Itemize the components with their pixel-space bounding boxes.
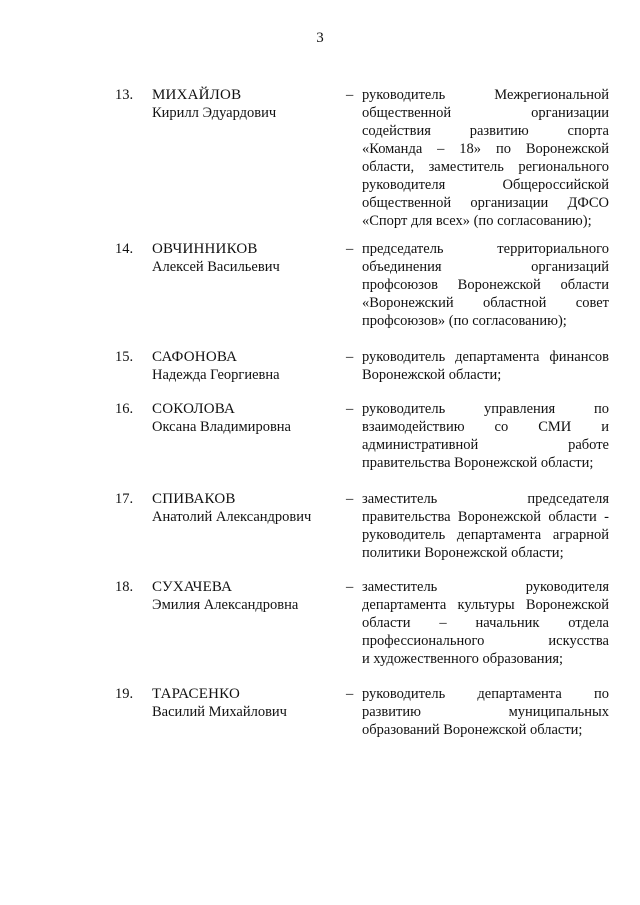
position-line: взаимодействию со СМИ и: [362, 419, 609, 435]
position-line: руководитель управления по: [362, 401, 609, 417]
member-given-names: Анатолий Александрович: [152, 509, 312, 525]
position-line: «Воронежский областной совет: [362, 295, 609, 311]
member-surname: СПИВАКОВ: [152, 491, 236, 507]
entry-number: 15.: [115, 349, 134, 365]
entry-number: 16.: [115, 401, 134, 417]
position-line: «Спорт для всех» (по согласованию);: [362, 213, 592, 229]
position-line: руководитель департамента финансов: [362, 349, 609, 365]
member-surname: СОКОЛОВА: [152, 401, 236, 417]
entry-dash: –: [346, 87, 354, 103]
position-line: руководителя Общероссийской: [362, 177, 609, 193]
member-position: [362, 86, 609, 230]
member-position: [362, 240, 609, 330]
member-surname: СУХАЧЕВА: [152, 579, 233, 595]
entry-number: 18.: [115, 579, 134, 595]
position-line: «Команда – 18» по Воронежской: [362, 141, 609, 157]
entry-dash: –: [346, 349, 354, 365]
entry-dash: –: [346, 241, 354, 257]
entry-number: 14.: [115, 241, 134, 257]
page-number: 3: [316, 30, 324, 46]
position-line: руководитель департамента по: [362, 686, 609, 702]
position-line: председатель территориального: [362, 241, 609, 257]
position-line: административной работе: [362, 437, 609, 453]
entry-number: 19.: [115, 686, 134, 702]
member-name: [152, 685, 342, 721]
member-name: [152, 578, 342, 614]
member-surname: САФОНОВА: [152, 349, 238, 365]
position-line: заместитель руководителя: [362, 579, 609, 595]
position-line: области, заместитель регионального: [362, 159, 609, 175]
position-line: и художественного образования;: [362, 651, 564, 667]
member-given-names: Эмилия Александровна: [152, 597, 299, 613]
member-given-names: Кирилл Эдуардович: [152, 105, 277, 121]
position-line: руководитель Межрегиональной: [362, 87, 609, 103]
member-position: [362, 685, 609, 739]
member-given-names: Алексей Васильевич: [152, 259, 280, 275]
position-line: общественной организации ДФСО: [362, 195, 609, 211]
entry-dash: –: [346, 686, 354, 702]
position-line: департамента культуры Воронежской: [362, 597, 609, 613]
member-position: [362, 400, 609, 472]
member-surname: МИХАЙЛОВ: [152, 87, 242, 103]
entry-dash: –: [346, 579, 354, 595]
position-line: заместитель председателя: [362, 491, 609, 507]
position-line: профессионального искусства: [362, 633, 609, 649]
member-name: [152, 490, 342, 526]
member-name: [152, 240, 342, 276]
member-name: [152, 86, 342, 122]
member-name: [152, 400, 342, 436]
position-line: правительства Воронежской области -: [362, 509, 609, 525]
member-position: [362, 348, 609, 384]
position-line: руководитель департамента аграрной: [362, 527, 609, 543]
position-line: содействия развитию спорта: [362, 123, 609, 139]
entry-dash: –: [346, 491, 354, 507]
position-line: политики Воронежской области;: [362, 545, 564, 561]
position-line: профсоюзов Воронежской области: [362, 277, 609, 293]
member-given-names: Василий Михайлович: [152, 704, 287, 720]
position-line: профсоюзов» (по согласованию);: [362, 313, 567, 329]
entry-number: 13.: [115, 87, 134, 103]
member-given-names: Оксана Владимировна: [152, 419, 291, 435]
entry-dash: –: [346, 401, 354, 417]
position-line: образований Воронежской области;: [362, 722, 583, 738]
position-line: общественной организации: [362, 105, 609, 121]
member-position: [362, 578, 609, 668]
member-name: [152, 348, 342, 384]
position-line: правительства Воронежской области;: [362, 455, 594, 471]
member-surname: ОВЧИННИКОВ: [152, 241, 258, 257]
member-position: [362, 490, 609, 562]
position-line: Воронежской области;: [362, 367, 502, 383]
member-given-names: Надежда Георгиевна: [152, 367, 280, 383]
position-line: объединения организаций: [362, 259, 609, 275]
member-surname: ТАРАСЕНКО: [152, 686, 241, 702]
position-line: развитию муниципальных: [362, 704, 609, 720]
position-line: области – начальник отдела: [362, 615, 609, 631]
entry-number: 17.: [115, 491, 134, 507]
